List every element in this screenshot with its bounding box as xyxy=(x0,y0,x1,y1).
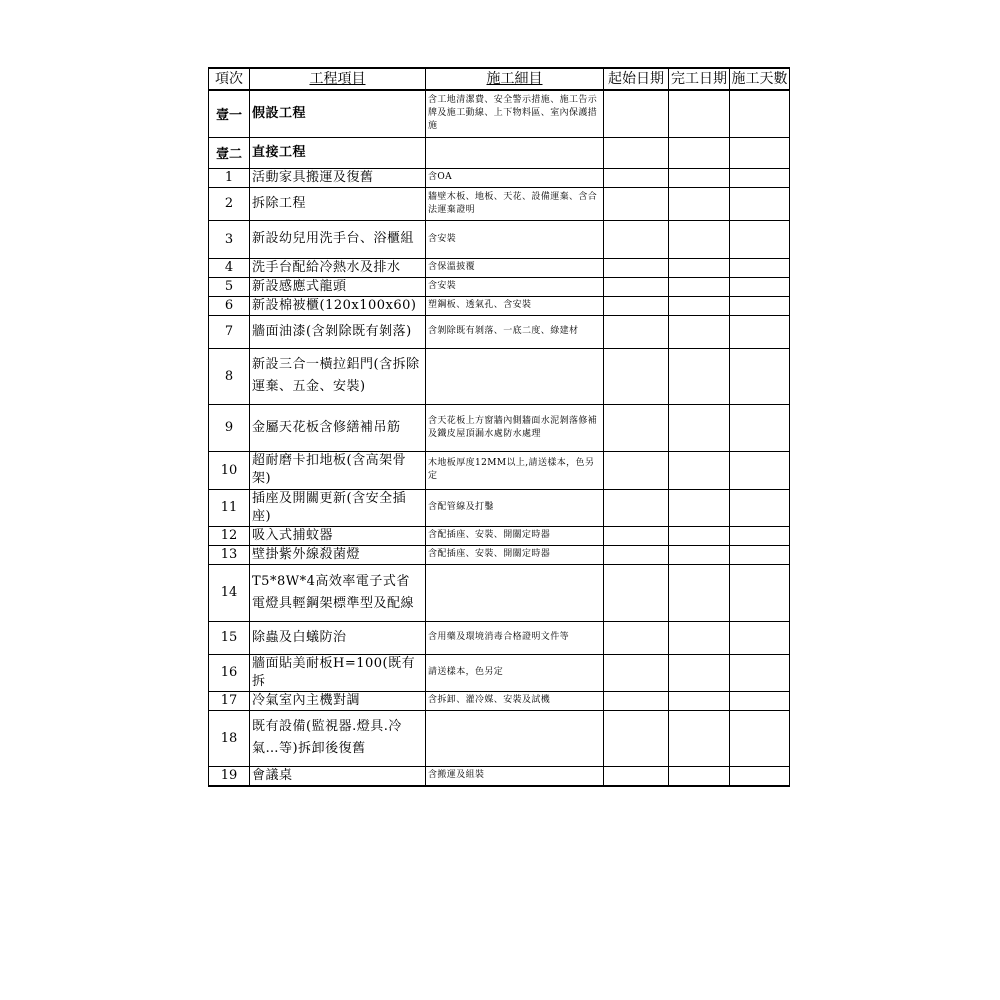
row-detail: 含用藥及環境消毒合格證明文件等 xyxy=(426,621,604,654)
row-item: 吸入式捕蚊器 xyxy=(250,526,426,545)
row-days[interactable] xyxy=(730,258,790,277)
row-no: 11 xyxy=(209,489,250,526)
row-start-date[interactable] xyxy=(604,315,669,348)
row-detail xyxy=(426,564,604,621)
row-no: 8 xyxy=(209,348,250,404)
header-row xyxy=(209,68,790,90)
row-days[interactable] xyxy=(730,296,790,315)
row-item: 除蟲及白蟻防治 xyxy=(250,621,426,654)
row-start-date[interactable] xyxy=(604,90,669,137)
row-item: 冷氣室內主機對調 xyxy=(250,691,426,710)
row-days[interactable] xyxy=(730,168,790,187)
row-end-date[interactable] xyxy=(669,168,730,187)
row-end-date[interactable] xyxy=(669,277,730,296)
row-item: 拆除工程 xyxy=(250,187,426,220)
row-item: 壁掛紫外線殺菌燈 xyxy=(250,545,426,564)
row-item: 活動家具搬運及復舊 xyxy=(250,168,426,187)
table-row xyxy=(209,710,790,766)
row-item: 直接工程 xyxy=(250,137,426,168)
row-item: 洗手台配給冷熱水及排水 xyxy=(250,258,426,277)
row-item: 牆面貼美耐板H=100(既有拆 xyxy=(250,654,426,691)
row-days[interactable] xyxy=(730,545,790,564)
row-start-date[interactable] xyxy=(604,564,669,621)
row-no: 4 xyxy=(209,258,250,277)
row-days[interactable] xyxy=(730,137,790,168)
row-days[interactable] xyxy=(730,564,790,621)
row-days[interactable] xyxy=(730,489,790,526)
row-days[interactable] xyxy=(730,348,790,404)
row-end-date[interactable] xyxy=(669,545,730,564)
table-row xyxy=(209,564,790,621)
table-row xyxy=(209,348,790,404)
row-detail: 木地板厚度12MM以上,請送樣本，色另定 xyxy=(426,451,604,489)
row-start-date[interactable] xyxy=(604,621,669,654)
row-no: 13 xyxy=(209,545,250,564)
row-item: 新設感應式龍頭 xyxy=(250,277,426,296)
table-row xyxy=(209,187,790,220)
table-row xyxy=(209,489,790,526)
row-detail xyxy=(426,137,604,168)
table-row xyxy=(209,296,790,315)
row-no: 16 xyxy=(209,654,250,691)
row-start-date[interactable] xyxy=(604,220,669,258)
row-item: 牆面油漆(含剝除既有剝落) xyxy=(250,315,426,348)
row-start-date[interactable] xyxy=(604,168,669,187)
row-no: 1 xyxy=(209,168,250,187)
row-no: 14 xyxy=(209,564,250,621)
table-row xyxy=(209,137,790,168)
table-row xyxy=(209,90,790,137)
row-end-date[interactable] xyxy=(669,220,730,258)
row-detail xyxy=(426,710,604,766)
row-item: 金屬天花板含修繕補吊筋 xyxy=(250,404,426,451)
row-start-date[interactable] xyxy=(604,489,669,526)
row-days[interactable] xyxy=(730,621,790,654)
row-no: 壹一 xyxy=(209,90,250,137)
row-days[interactable] xyxy=(730,277,790,296)
row-start-date[interactable] xyxy=(604,187,669,220)
row-start-date[interactable] xyxy=(604,710,669,766)
header-end-date: 完工日期 xyxy=(669,68,730,90)
row-item: 新設三合一橫拉鋁門(含拆除運棄、五金、安裝) xyxy=(250,348,426,404)
row-item: 插座及開關更新(含安全插座) xyxy=(250,489,426,526)
row-end-date[interactable] xyxy=(669,564,730,621)
row-end-date[interactable] xyxy=(669,489,730,526)
row-start-date[interactable] xyxy=(604,404,669,451)
row-detail: 含拆卸、灌冷媒、安裝及試機 xyxy=(426,691,604,710)
header-detail: 施工細目 xyxy=(426,68,604,90)
table-row xyxy=(209,654,790,691)
row-days[interactable] xyxy=(730,220,790,258)
table-row xyxy=(209,220,790,258)
table-row xyxy=(209,277,790,296)
row-start-date[interactable] xyxy=(604,258,669,277)
row-item: 假設工程 xyxy=(250,90,426,137)
row-end-date[interactable] xyxy=(669,654,730,691)
construction-schedule-table xyxy=(208,67,790,787)
row-item: 會議桌 xyxy=(250,766,426,786)
row-detail: 塑鋼板、透氣孔、含安裝 xyxy=(426,296,604,315)
table-row xyxy=(209,315,790,348)
table-row xyxy=(209,451,790,489)
row-start-date[interactable] xyxy=(604,545,669,564)
table-row xyxy=(209,404,790,451)
row-end-date[interactable] xyxy=(669,90,730,137)
table-row xyxy=(209,766,790,786)
row-start-date[interactable] xyxy=(604,526,669,545)
row-end-date[interactable] xyxy=(669,137,730,168)
row-days[interactable] xyxy=(730,710,790,766)
row-item: 新設棉被櫃(120x100x60) xyxy=(250,296,426,315)
row-end-date[interactable] xyxy=(669,766,730,786)
row-no: 2 xyxy=(209,187,250,220)
table-row xyxy=(209,691,790,710)
row-start-date[interactable] xyxy=(604,277,669,296)
row-start-date[interactable] xyxy=(604,654,669,691)
table-row xyxy=(209,545,790,564)
row-days[interactable] xyxy=(730,451,790,489)
row-days[interactable] xyxy=(730,654,790,691)
row-detail: 含配插座、安裝、開關定時器 xyxy=(426,545,604,564)
row-end-date[interactable] xyxy=(669,710,730,766)
row-no: 壹二 xyxy=(209,137,250,168)
row-start-date[interactable] xyxy=(604,451,669,489)
row-item: T5*8W*4高效率電子式省電燈具輕鋼架標準型及配線 xyxy=(250,564,426,621)
row-start-date[interactable] xyxy=(604,766,669,786)
row-no: 6 xyxy=(209,296,250,315)
row-start-date[interactable] xyxy=(604,137,669,168)
row-no: 9 xyxy=(209,404,250,451)
row-detail: 含OA xyxy=(426,168,604,187)
row-detail xyxy=(426,348,604,404)
table-row xyxy=(209,621,790,654)
row-detail: 含剝除既有剝落、一底二度、綠建材 xyxy=(426,315,604,348)
row-start-date[interactable] xyxy=(604,348,669,404)
row-end-date[interactable] xyxy=(669,451,730,489)
row-no: 15 xyxy=(209,621,250,654)
row-detail: 含安裝 xyxy=(426,277,604,296)
header-no: 項次 xyxy=(209,68,250,90)
row-days[interactable] xyxy=(730,90,790,137)
table-row xyxy=(209,258,790,277)
row-end-date[interactable] xyxy=(669,348,730,404)
row-item: 新設幼兒用洗手台、浴櫃組 xyxy=(250,220,426,258)
row-start-date[interactable] xyxy=(604,691,669,710)
row-end-date[interactable] xyxy=(669,296,730,315)
row-no: 7 xyxy=(209,315,250,348)
row-detail: 牆壁木板、地板、天花、設備運棄、含合法運棄證明 xyxy=(426,187,604,220)
header-item: 工程項目 xyxy=(250,68,426,90)
header-days: 施工天數 xyxy=(730,68,790,90)
row-days[interactable] xyxy=(730,315,790,348)
row-detail: 含配管線及打鑿 xyxy=(426,489,604,526)
row-no: 18 xyxy=(209,710,250,766)
row-days[interactable] xyxy=(730,766,790,786)
row-item: 超耐磨卡扣地板(含高架骨架) xyxy=(250,451,426,489)
row-days[interactable] xyxy=(730,404,790,451)
row-end-date[interactable] xyxy=(669,258,730,277)
row-end-date[interactable] xyxy=(669,404,730,451)
row-end-date[interactable] xyxy=(669,691,730,710)
row-no: 5 xyxy=(209,277,250,296)
row-detail: 含配插座、安裝、開關定時器 xyxy=(426,526,604,545)
row-detail: 含天花板上方窗牆內側牆面水泥剝落修補及鐵皮屋頂漏水處防水處理 xyxy=(426,404,604,451)
row-item: 既有設備(監視器.燈具.冷氣…等)拆卸後復舊 xyxy=(250,710,426,766)
row-detail: 含安裝 xyxy=(426,220,604,258)
header-start-date: 起始日期 xyxy=(604,68,669,90)
row-days[interactable] xyxy=(730,691,790,710)
row-days[interactable] xyxy=(730,526,790,545)
row-end-date[interactable] xyxy=(669,315,730,348)
row-detail: 含保溫披覆 xyxy=(426,258,604,277)
row-no: 19 xyxy=(209,766,250,786)
row-days[interactable] xyxy=(730,187,790,220)
row-no: 3 xyxy=(209,220,250,258)
row-detail: 請送樣本，色另定 xyxy=(426,654,604,691)
row-start-date[interactable] xyxy=(604,296,669,315)
row-no: 12 xyxy=(209,526,250,545)
row-no: 10 xyxy=(209,451,250,489)
table-row xyxy=(209,526,790,545)
row-no: 17 xyxy=(209,691,250,710)
row-end-date[interactable] xyxy=(669,621,730,654)
row-detail: 含工地清潔費、安全警示措施、施工告示牌及施工動線、上下物料區、室內保護措施 xyxy=(426,90,604,137)
row-detail: 含搬運及組裝 xyxy=(426,766,604,786)
row-end-date[interactable] xyxy=(669,187,730,220)
row-end-date[interactable] xyxy=(669,526,730,545)
table-row xyxy=(209,168,790,187)
